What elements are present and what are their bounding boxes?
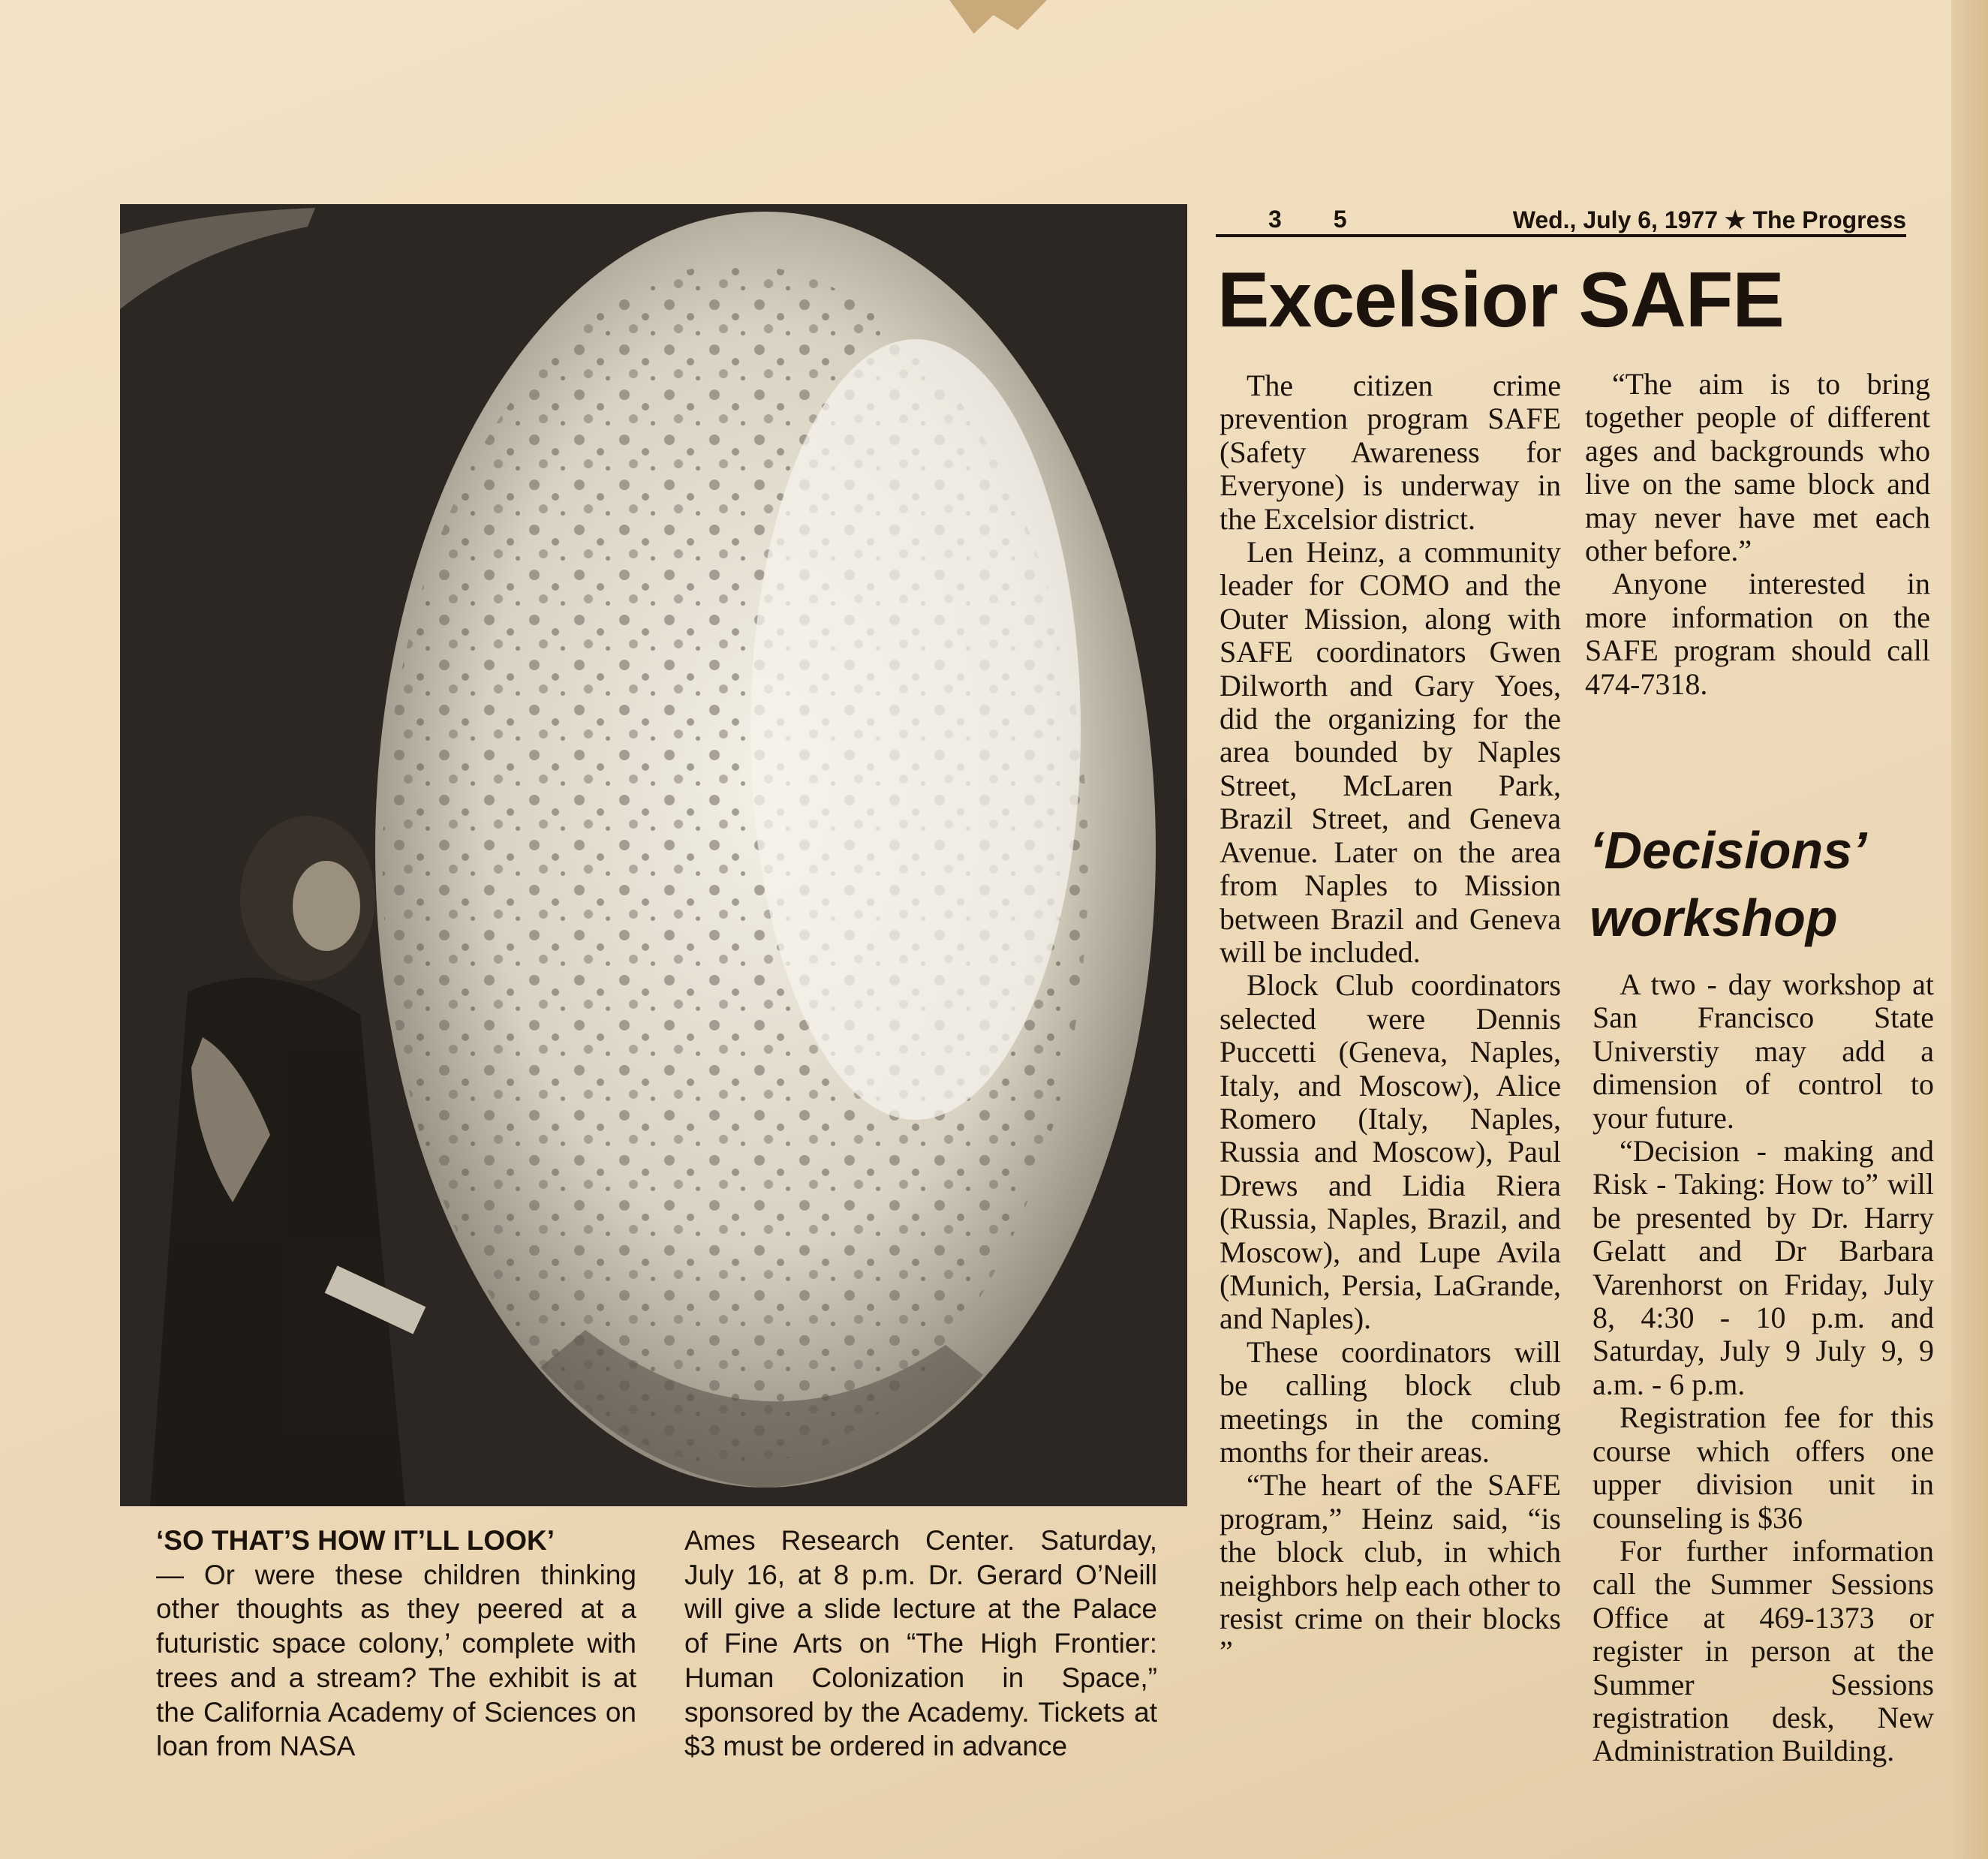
caption-title: ‘SO THAT’S HOW IT’LL LOOK’: [156, 1525, 555, 1556]
workshop-column: [1593, 968, 1934, 1768]
dateline: Wed., July 6, 1977 ★ The Progress: [1512, 206, 1906, 233]
torn-notch: [949, 0, 1047, 38]
photo-illustration: [120, 204, 1187, 1506]
article-paragraph: Anyone interested in more information on the SAFE program should call 474-7318.: [1585, 567, 1930, 701]
article-column-left: [1220, 369, 1561, 1669]
page-header: [1216, 204, 1906, 237]
article-paragraph: Len Heinz, a community leader for COMO and the Outer Mission, along with SAFE coordinators Gwen Dilworth and Gary Yoes, did the organizing for the area bounded by Naples Street, McLaren Park, Brazil Street, and Geneva Avenue. Later on the area from Naples to Mission between Brazil and Geneva will be included.: [1220, 535, 1561, 969]
photo-caption-right: Ames Research Center. Saturday, July 16, at 8 p.m. Dr. Gerard O’Neill will give a slide lecture at the Palace of Fine Arts on “The High Frontier: Human Colonization in Space,” sponsored by the Academy. Tickets at $3 must be ordered in advance: [684, 1525, 1157, 1762]
article-headline: Excelsior SAFE: [1217, 257, 1784, 344]
article-paragraph: These coordinators will be calling block club meetings in the coming months for their areas.: [1220, 1334, 1561, 1469]
article-paragraph: “The heart of the SAFE program,” Heinz said, “is the block club, in which neighbors help each other to resist crime on their blocks ”: [1220, 1468, 1561, 1669]
article-paragraph: “Decision - making and Risk - Taking: How to” will be presented by Dr. Harry Gelatt and Dr Barbara Varenhorst on Friday, July 8, 4:30 - 10 p.m. and Saturday, July 9 July 9, 9 a.m. - 6 p.m.: [1593, 1134, 1934, 1401]
article-paragraph: For further information call the Summer Sessions Office at 469-1373 or register in person at the Summer Sessions registration desk, New Administration Building.: [1593, 1533, 1934, 1768]
page-number: 3 5: [1268, 206, 1370, 233]
article-column-right: [1585, 368, 1930, 701]
paper-edge: [1951, 0, 1988, 1859]
article-paragraph: “The aim is to bring together people of different ages and backgrounds who live on the same block and may never have met each other before.”: [1585, 367, 1930, 568]
caption-text: — Or were these children thinking other thoughts as they peered at a futuristic space colony,’ complete with trees and a stream? The exhibit is at the California Academy of Sciences on loan from NASA: [156, 1559, 636, 1762]
space-colony-photo: [120, 204, 1187, 1506]
workshop-headline: ‘Decisions’ workshop: [1589, 821, 1865, 947]
article-paragraph: Registration fee for this course which offers one upper division unit in counseling is $36: [1593, 1400, 1934, 1535]
article-paragraph: A two - day workshop at San Francisco State Universtiy may add a dimension of control to your future.: [1593, 967, 1934, 1135]
article-paragraph: Block Club coordinators selected were Dennis Puccetti (Geneva, Naples, Italy, and Moscow), Alice Romero (Italy, Naples, Russia and Moscow), Paul Drews and Lidia Riera (Russia, Naples, Brazil, and Moscow), and Lupe Avila (Munich, Persia, LaGrande, and Naples).: [1220, 968, 1561, 1336]
article-paragraph: The citizen crime prevention program SAFE (Safety Awareness for Everyone) is underway in the Excelsior district.: [1220, 368, 1561, 536]
photo-caption-left: [156, 1524, 636, 1764]
